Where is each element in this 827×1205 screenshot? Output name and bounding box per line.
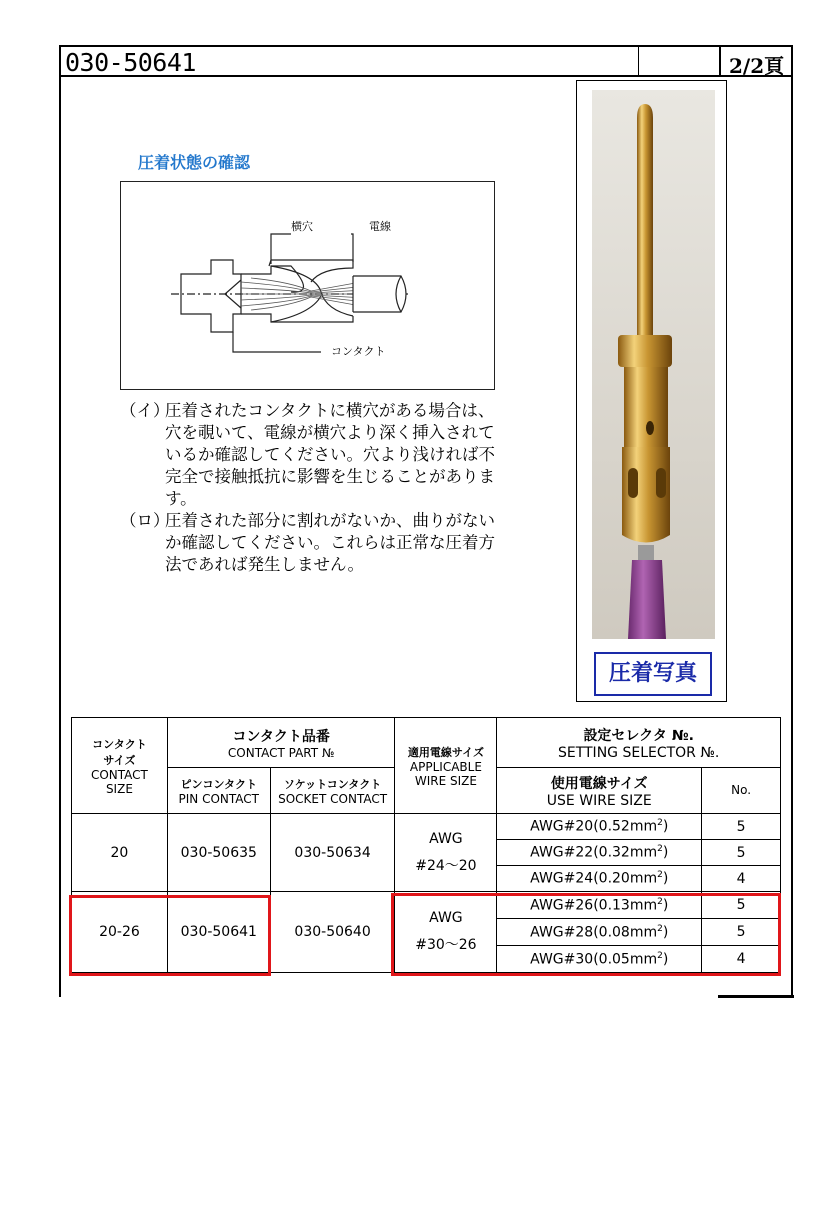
cell-use-wire-size: $AWG\#30(0.05mm^2)$	[497, 946, 702, 973]
label-contact: コンタクト	[331, 345, 386, 358]
header-contact-part: コンタクト品番 CONTACT PART №	[167, 718, 395, 768]
header-pin-contact: ピンコンタクト PIN CONTACT	[167, 768, 270, 814]
header-divider	[719, 47, 721, 75]
photo-caption: 圧着写真	[594, 652, 712, 696]
crimp-cross-section-drawing	[121, 182, 494, 389]
cell-contact-size: 20-26	[72, 892, 168, 973]
cell-selector-no: 4	[702, 946, 781, 973]
section-title: 圧着状態の確認	[138, 153, 251, 172]
header-use-wire-size: 使用電線サイズ USE WIRE SIZE	[497, 768, 702, 814]
cell-selector-no: 5	[702, 814, 781, 840]
table-header-row	[72, 718, 781, 768]
note-text: 圧着された部分に割れがないか、曲りがないか確認してください。これらは正常な圧着方法であれば発生しません。	[165, 511, 495, 574]
note-mark: （イ）	[120, 401, 170, 420]
cell-use-wire-size: $AWG\#28(0.08mm^2)$	[497, 919, 702, 946]
cell-socket-contact: 030-50640	[270, 892, 395, 973]
document-number: 030-50641	[65, 48, 196, 77]
header-no: No.	[702, 768, 781, 814]
header-applicable-wire: 適用電線サイズ APPLICABLE WIRE SIZE	[395, 718, 497, 814]
note-text: 圧着されたコンタクトに横穴がある場合は、穴を覗いて、電線が横穴より深く挿入されているか確認してください。穴より浅ければ不完全で接触抵抗に影響を生じることがあります。	[165, 401, 495, 508]
frame-bottom-mark	[718, 995, 794, 998]
frame-right-border	[791, 77, 793, 997]
table-row	[72, 814, 781, 840]
cell-pin-contact: 030-50635	[167, 814, 270, 892]
cell-applicable-wire: AWG #30～26	[395, 892, 497, 973]
cell-socket-contact: 030-50634	[270, 814, 395, 892]
label-hole: 横穴	[291, 220, 313, 233]
highlight-box-wire	[391, 893, 781, 976]
cell-use-wire-size: $AWG\#24(0.20mm^2)$	[497, 866, 702, 892]
page-indicator: 2/2頁	[729, 54, 785, 78]
header-contact-size: コンタクト サイズ CONTACT SIZE	[72, 718, 168, 814]
cell-contact-size: 20	[72, 814, 168, 892]
cell-applicable-wire: AWG #24～20	[395, 814, 497, 892]
header-divider	[638, 47, 639, 75]
note-mark: （ロ）	[120, 511, 170, 530]
cell-selector-no: 5	[702, 840, 781, 866]
cell-selector-no: 5	[702, 892, 781, 919]
header-socket-contact: ソケットコンタクト SOCKET CONTACT	[270, 768, 395, 814]
cell-selector-no: 5	[702, 919, 781, 946]
cell-use-wire-size: $AWG\#20(0.52mm^2)$	[497, 814, 702, 840]
document-header	[59, 45, 793, 77]
cell-use-wire-size: $AWG\#22(0.32mm^2)$	[497, 840, 702, 866]
header-setting-selector: 設定セレクタ №. SETTING SELECTOR №.	[497, 718, 781, 768]
cell-selector-no: 4	[702, 866, 781, 892]
highlight-box-contact	[69, 895, 271, 976]
label-wire: 電線	[369, 220, 391, 233]
crimp-photo	[592, 90, 715, 639]
crimp-diagram	[120, 181, 495, 390]
frame-left-border	[59, 77, 61, 997]
cell-pin-contact: 030-50641	[167, 892, 270, 973]
cell-use-wire-size: $AWG\#26(0.13mm^2)$	[497, 892, 702, 919]
